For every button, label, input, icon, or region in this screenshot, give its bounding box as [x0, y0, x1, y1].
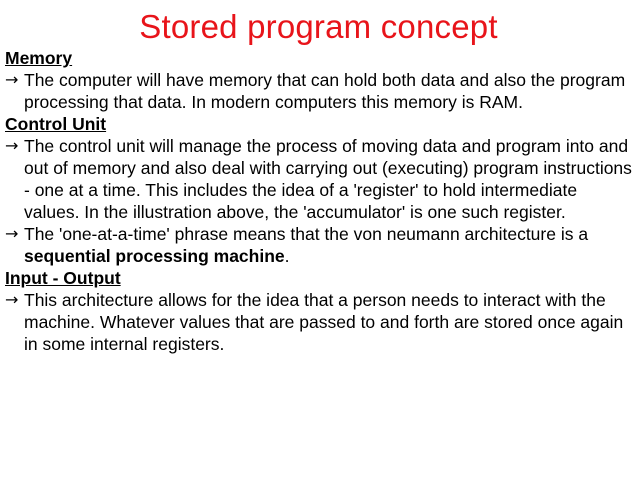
page-title: Stored program concept — [139, 8, 498, 45]
right-arrow-icon: → — [5, 136, 19, 155]
bullet-text: The computer will have memory that can hold both data and also the program processing that data. In modern computers this memory is RAM. — [24, 70, 626, 112]
section-heading-input-output: Input - Output — [5, 268, 121, 288]
section-heading-memory: Memory — [5, 48, 73, 68]
bullet-item — [5, 289, 632, 355]
bullet-text-end: . — [284, 246, 290, 266]
bullet-text: The 'one-at-a-time' phrase means that the von neumann architecture is a — [24, 224, 589, 244]
bullet-text: This architecture allows for the idea that a person needs to interact with the machine. Whatever values that are passed to and forth are stored once again in some internal registers. — [24, 290, 624, 354]
bullet-text: The control unit will manage the process of moving data and program into and out of memory and also deal with carrying out (executing) program instructions - one at a time. This includes the idea of a 'register' to hold intermediate values. In the illustration above, the 'accumulator' is one such register. — [24, 136, 632, 222]
right-arrow-icon: → — [5, 290, 19, 309]
section-memory — [5, 47, 632, 113]
bullet-bold-phrase: sequential processing machine — [24, 246, 285, 266]
section-input-output — [5, 267, 632, 355]
bullet-item — [5, 135, 632, 223]
section-heading-control-unit: Control Unit — [5, 114, 107, 134]
section-control-unit — [5, 113, 632, 267]
right-arrow-icon: → — [5, 70, 19, 89]
bullet-item — [5, 223, 632, 267]
right-arrow-icon: → — [5, 224, 19, 243]
bullet-item — [5, 69, 632, 113]
